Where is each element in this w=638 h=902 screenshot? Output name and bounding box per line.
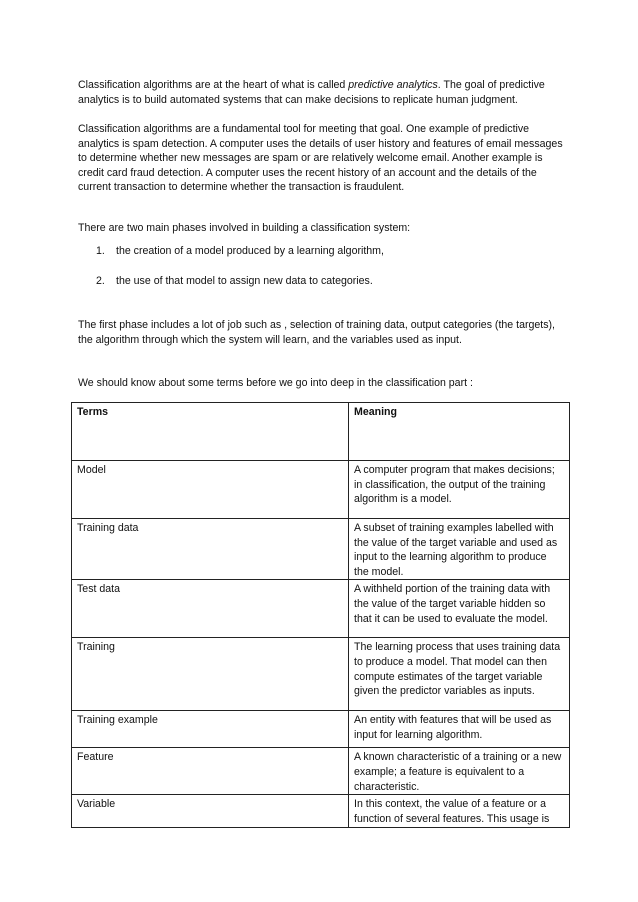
list-item-text: the creation of a model produced by a learning algorithm, [116,245,384,257]
list-item [78,244,558,274]
paragraph-intro [78,78,568,107]
term-cell: Test data [72,580,349,638]
list-number: 2. [96,275,105,287]
paragraph-first-phase: The first phase includes a lot of job such as , selection of training data, output categories (the targets), the algorithm through which the system will learn, and the variables used as input. [78,319,555,346]
term-cell: Training data [72,519,349,580]
table-row [72,638,570,711]
table-row [72,519,570,580]
term-cell: Training [72,638,349,711]
paragraph-intro-text: Classification algorithms are at the heart of what is called [78,79,349,91]
term-cell: Training example [72,711,349,748]
list-item-text: the use of that model to assign new data to categories. [116,275,373,287]
paragraph-examples: Classification algorithms are a fundamental tool for meeting that goal. One example of predictive analytics is spam detection. A computer uses the details of user history and features of email messages to determine whether new messages are spam or are relatively welcome email. Another example is credit card fraud detection. A computer uses the recent history of an account and the details of the current transaction to determine whether the transaction is fraudulent. [78,123,563,194]
terms-table [71,402,570,828]
table-row [72,795,570,828]
table-row [72,748,570,795]
table-row [72,461,570,519]
header-terms: Terms [72,403,349,461]
meaning-cell: In this context, the value of a feature or a function of several features. This usage is [349,795,570,828]
meaning-cell: The learning process that uses training data to produce a model. That model can then compute estimates of the target variable given the predictor variables as inputs. [349,638,570,711]
term-cell: Model [72,461,349,519]
term-cell: Feature [72,748,349,795]
meaning-cell: A computer program that makes decisions; in classification, the output of the training algorithm is a model. [349,461,570,519]
header-meaning: Meaning [349,403,570,461]
list-number: 1. [96,245,105,257]
paragraph-phases-intro: There are two main phases involved in building a classification system: [78,222,411,234]
meaning-cell: A subset of training examples labelled with the value of the target variable and used as input to the learning algorithm to produce the model. [349,519,570,580]
list-item [78,274,558,304]
table-row [72,711,570,748]
paragraph-intro-text-end: . The goal of predictive analytics is to build automated systems that can make decisions to replicate human judgment. [78,79,545,106]
phases-list [78,244,558,304]
meaning-cell: An entity with features that will be used as input for learning algorithm. [349,711,570,748]
meaning-cell: A known characteristic of a training or a new example; a feature is equivalent to a characteristic. [349,748,570,795]
table-header-row [72,403,570,461]
term-cell: Variable [72,795,349,828]
table-row [72,580,570,638]
meaning-cell: A withheld portion of the training data with the value of the target variable hidden so that it can be used to evaluate the model. [349,580,570,638]
paragraph-terms-intro: We should know about some terms before we go into deep in the classification part : [78,377,473,389]
emphasis-predictive-analytics: predictive analytics [348,79,438,91]
